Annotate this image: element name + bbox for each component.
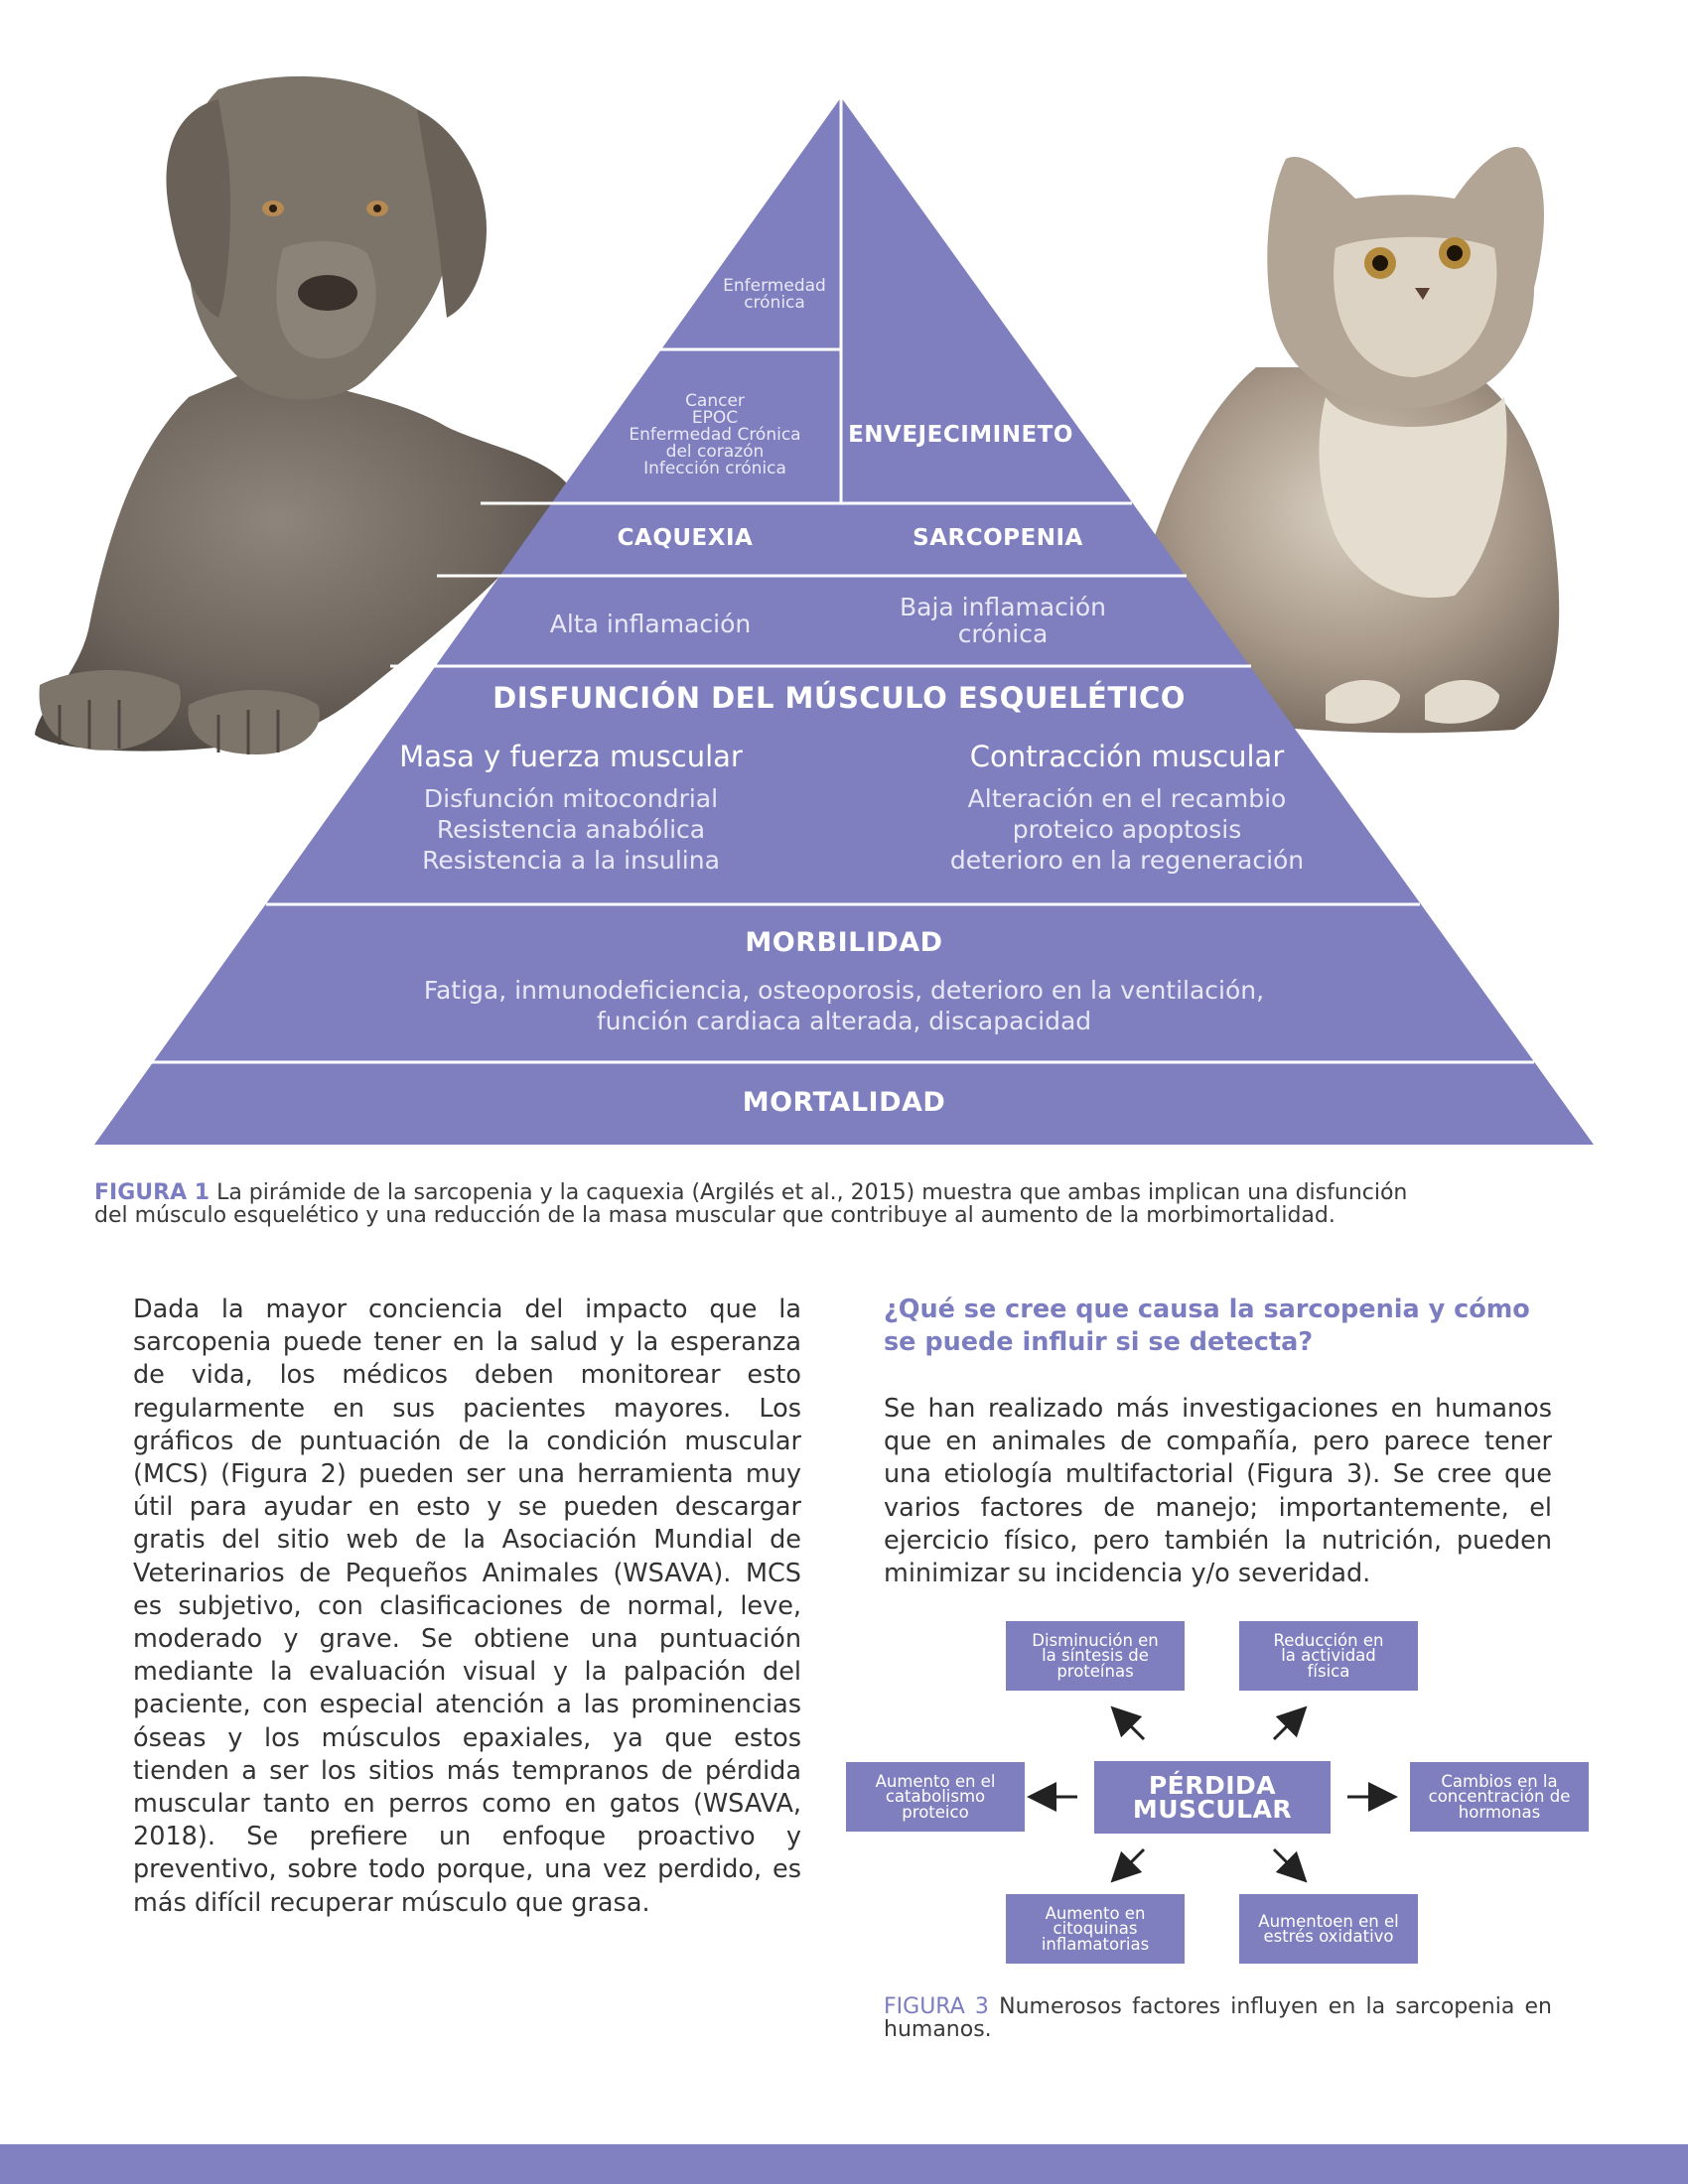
factor-cytokines: Aumento en citoquinas inflamatorias bbox=[1006, 1894, 1185, 1964]
factor-protein-synthesis: Disminución en la síntesis de proteínas bbox=[1006, 1621, 1185, 1691]
contraction-items: Alteración en el recambio proteico apoptosis deterioro en la regeneración bbox=[949, 784, 1305, 875]
morbidity-title: MORBILIDAD bbox=[745, 927, 943, 958]
arrow-up-left bbox=[1119, 1714, 1144, 1739]
figure1-caption-line2: del músculo esquelético y una reducción de la masa muscular que contribuye al aumento de la morbimortalidad. bbox=[94, 1203, 1336, 1228]
arrow-up-right bbox=[1274, 1714, 1299, 1739]
mass-items: Disfunción mitocondrial Resistencia anabólica Resistencia a la insulina bbox=[422, 784, 720, 875]
low-inflammation-label: Baja inflamación crónica bbox=[899, 593, 1107, 648]
muscle-loss-center: PÉRDIDA MUSCULAR bbox=[1094, 1761, 1331, 1834]
aging-label: ENVEJECIMINETO bbox=[848, 422, 1073, 448]
sarcopenia-label: SARCOPENIA bbox=[913, 525, 1083, 551]
cachexia-label: CAQUEXIA bbox=[617, 525, 754, 551]
disease-list: Cancer EPOC Enfermedad Crónica del corazón Infección crónica bbox=[629, 391, 801, 478]
left-paragraph: Dada la mayor conciencia del impacto que la sarcopenia puede tener en la salud y la esperanza de vida, los médicos deben monitorear esto regularmente en sus pacientes mayores. Los gráficos de puntuación de la condición muscular (MCS) (Figura 2) pueden ser una herramienta muy útil para ayudar en esto y se pueden descargar gratis del sitio web de la Asociación Mundial de Veterinarios de Pequeños Animales (WSAVA). MCS es subjetivo, con clasificaciones de normal, leve, moderado y grave. Se obtiene una puntuación mediante la evaluación visual y la palpación del paciente, con especial atención a las prominencias óseas y los músculos epaxiales, ya que estos tienden a ser los sitios más tempranos de pérdida muscular tanto en perros como en gatos (WSAVA, 2018). Se prefiere un enfoque proactivo y preventivo, sobre todo porque, una vez perdido, es más difícil recuperar músculo que grasa. bbox=[133, 1295, 801, 1918]
morbidity-text: Fatiga, inmunodeficiencia, osteoporosis, deterioro en la ventilación, función cardiaca alterada, discapacidad bbox=[423, 976, 1265, 1035]
factor-physical-activity: Reducción en la actividad física bbox=[1239, 1621, 1418, 1691]
arrow-down-left bbox=[1119, 1849, 1144, 1874]
figure3-caption: FIGURA 3 Numerosos factores influyen en la sarcopenia en humanos. bbox=[884, 1994, 1552, 2042]
contraction-title: Contracción muscular bbox=[969, 740, 1285, 773]
chronic-disease-label: Enfermedad crónica bbox=[723, 276, 826, 313]
figure1-caption-line1: FIGURA 1 La pirámide de la sarcopenia y la caquexia (Argilés et al., 2015) muestra que ambas implican una disfunción bbox=[94, 1180, 1408, 1205]
factor-oxidative-stress: Aumentoen en el estrés oxidativo bbox=[1239, 1894, 1418, 1964]
figure3-label: FIGURA 3 bbox=[884, 1994, 989, 2019]
figure1-label: FIGURA 1 bbox=[94, 1180, 211, 1205]
footer-bar bbox=[0, 2144, 1688, 2184]
right-paragraph: Se han realizado más investigaciones en humanos que en animales de compañía, pero parece tener una etiología multifactorial (Figura 3). Se cree que varios factores de manejo; importantemente, el ejercicio físico, pero también la nutrición, pueden minimizar su incidencia y/o severidad. bbox=[884, 1394, 1552, 1589]
section-question: ¿Qué se cree que causa la sarcopenia y cómo se puede influir si se detecta? bbox=[884, 1295, 1530, 1357]
factor-protein-catabolism: Aumento en el catabolismo proteico bbox=[846, 1762, 1025, 1832]
factor-hormones: Cambios en la concentración de hormonas bbox=[1410, 1762, 1589, 1832]
high-inflammation-label: Alta inflamación bbox=[549, 610, 752, 638]
mass-title: Masa y fuerza muscular bbox=[399, 740, 743, 773]
dysfunction-title: DISFUNCIÓN DEL MÚSCULO ESQUELÉTICO bbox=[492, 681, 1186, 715]
mortality-title: MORTALIDAD bbox=[742, 1087, 946, 1118]
arrow-down-right bbox=[1274, 1849, 1299, 1874]
